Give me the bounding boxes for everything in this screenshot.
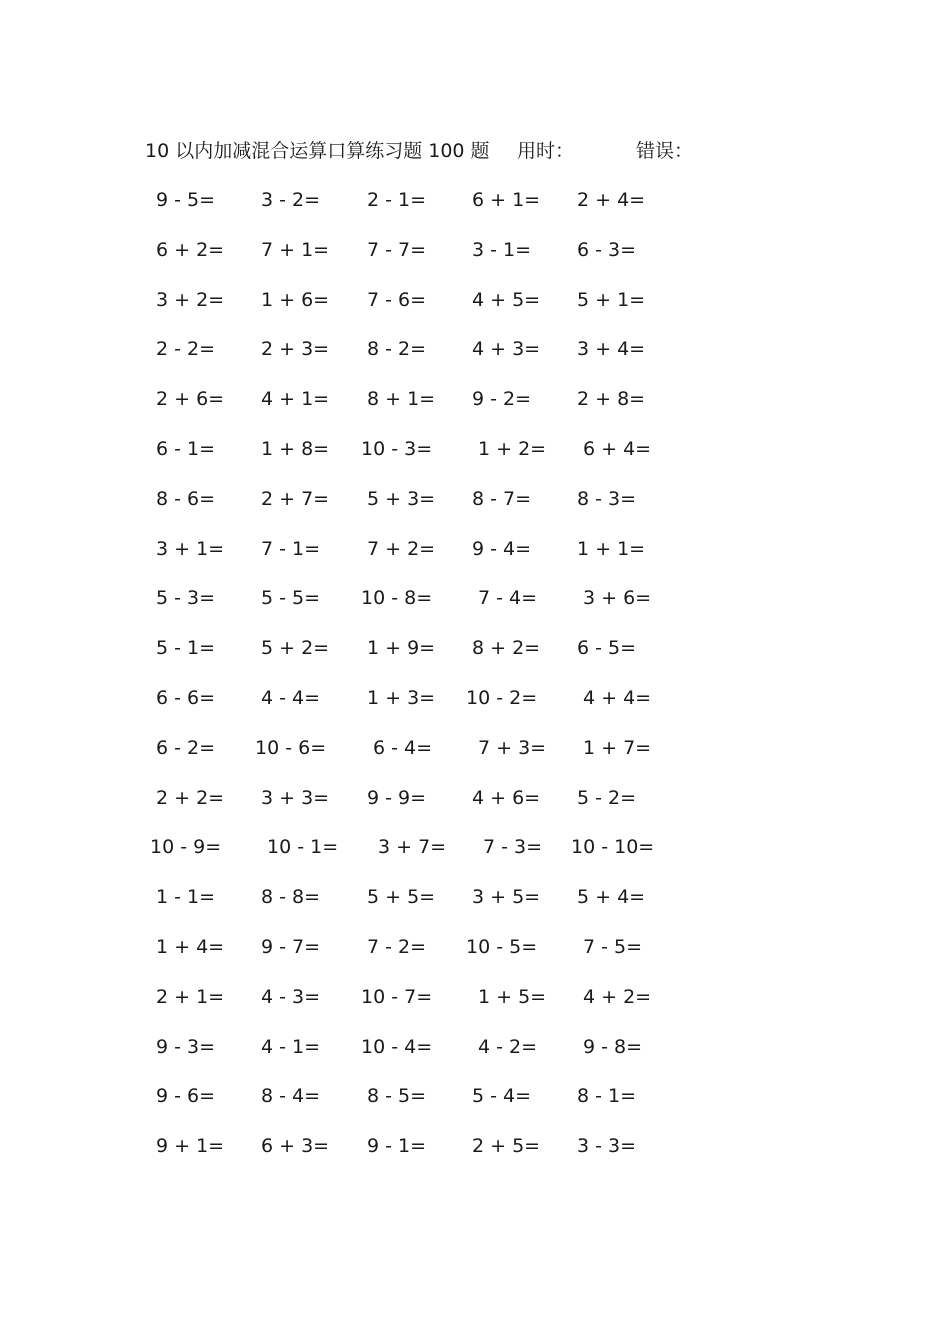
problem-item: 2 + 8=: [577, 388, 646, 411]
problem-item: 10 - 5=: [466, 936, 538, 958]
problem-item: 10 - 6=: [255, 736, 327, 759]
problem-item: 1 + 5=: [478, 985, 547, 1008]
problem-item: 1 + 3=: [367, 687, 436, 709]
problem-item: 2 - 1=: [367, 189, 427, 211]
problem-item: 2 + 6=: [156, 388, 225, 411]
problem-item: 3 + 7=: [378, 836, 447, 859]
problem-item: 6 + 2=: [156, 238, 225, 261]
problem-item: 5 - 2=: [577, 786, 637, 809]
problem-item: 5 - 3=: [156, 587, 216, 610]
problem-item: 9 - 1=: [367, 1135, 427, 1158]
problem-item: 8 - 1=: [577, 1085, 637, 1108]
problem-item: 7 - 5=: [583, 936, 643, 958]
problem-item: 1 + 2=: [478, 438, 547, 460]
problem-item: 3 + 6=: [583, 587, 652, 610]
problem-item: 1 + 8=: [261, 438, 330, 460]
problem-item: 4 - 3=: [261, 985, 321, 1008]
problem-item: 3 - 2=: [261, 189, 321, 211]
problem-item: 1 + 1=: [577, 537, 646, 560]
problem-item: 9 - 7=: [261, 936, 321, 958]
problem-item: 8 - 4=: [261, 1085, 321, 1108]
page-title: 10 以内加减混合运算口算练习题 100 题: [145, 140, 490, 162]
problem-item: 2 - 2=: [156, 338, 216, 361]
problem-item: 6 - 5=: [577, 637, 637, 660]
problem-item: 6 + 1=: [472, 189, 541, 211]
problem-item: 1 + 6=: [261, 288, 330, 311]
problem-item: 5 + 5=: [367, 886, 436, 909]
problem-item: 8 - 7=: [472, 487, 532, 510]
problem-item: 7 - 3=: [483, 836, 543, 859]
problem-item: 4 + 6=: [472, 786, 541, 809]
problem-item: 7 - 4=: [478, 587, 538, 610]
problem-item: 7 - 2=: [367, 936, 427, 958]
problem-item: 10 - 4=: [361, 1035, 433, 1058]
problem-item: 2 + 5=: [472, 1135, 541, 1158]
problem-item: 3 + 3=: [261, 786, 330, 809]
problem-item: 1 + 7=: [583, 736, 652, 759]
problem-item: 9 - 8=: [583, 1035, 643, 1058]
problem-item: 8 - 6=: [156, 487, 216, 510]
problem-item: 1 - 1=: [156, 886, 216, 909]
problem-item: 9 - 5=: [156, 189, 216, 211]
problem-item: 4 + 3=: [472, 338, 541, 361]
problem-item: 8 - 8=: [261, 886, 321, 909]
problem-item: 9 - 6=: [156, 1085, 216, 1108]
problem-item: 4 - 1=: [261, 1035, 321, 1058]
problem-item: 1 + 4=: [156, 936, 225, 958]
problem-item: 5 - 5=: [261, 587, 321, 610]
problem-item: 5 + 4=: [577, 886, 646, 909]
problem-item: 8 - 2=: [367, 338, 427, 361]
problem-item: 3 + 5=: [472, 886, 541, 909]
problem-item: 2 + 2=: [156, 786, 225, 809]
problem-item: 8 + 1=: [367, 388, 436, 411]
problem-item: 7 + 3=: [478, 736, 547, 759]
problem-item: 7 + 1=: [261, 238, 330, 261]
problem-item: 7 - 7=: [367, 238, 427, 261]
problem-item: 4 + 4=: [583, 687, 652, 709]
problem-item: 6 - 1=: [156, 438, 216, 460]
error-count-label: 错误：: [636, 140, 694, 162]
problem-item: 9 - 9=: [367, 786, 427, 809]
problem-item: 3 - 3=: [577, 1135, 637, 1158]
problem-item: 6 + 3=: [261, 1135, 330, 1158]
problem-item: 9 - 4=: [472, 537, 532, 560]
problem-item: 2 + 1=: [156, 985, 225, 1008]
problem-item: 10 - 1=: [267, 836, 339, 859]
problem-item: 8 - 5=: [367, 1085, 427, 1108]
problem-item: 6 + 4=: [583, 438, 652, 460]
problem-item: 5 - 4=: [472, 1085, 532, 1108]
problem-item: 4 + 5=: [472, 288, 541, 311]
problem-item: 5 + 1=: [577, 288, 646, 311]
time-used-label: 用时：: [517, 140, 575, 162]
problem-item: 8 - 3=: [577, 487, 637, 510]
problem-item: 5 + 3=: [367, 487, 436, 510]
problem-item: 9 - 3=: [156, 1035, 216, 1058]
problem-item: 4 - 4=: [261, 687, 321, 709]
problem-item: 4 - 2=: [478, 1035, 538, 1058]
problem-item: 8 + 2=: [472, 637, 541, 660]
problem-item: 5 - 1=: [156, 637, 216, 660]
problem-item: 10 - 8=: [361, 587, 433, 610]
problem-item: 4 + 2=: [583, 985, 652, 1008]
problem-item: 5 + 2=: [261, 637, 330, 660]
problem-item: 6 - 3=: [577, 238, 637, 261]
problem-item: 7 - 1=: [261, 537, 321, 560]
problem-item: 3 - 1=: [472, 238, 532, 261]
problem-item: 10 - 7=: [361, 985, 433, 1008]
problem-item: 6 - 4=: [373, 736, 433, 759]
problem-item: 2 + 4=: [577, 189, 646, 211]
problem-item: 2 + 3=: [261, 338, 330, 361]
problem-item: 10 - 2=: [466, 687, 538, 709]
problem-item: 3 + 4=: [577, 338, 646, 361]
problem-item: 2 + 7=: [261, 487, 330, 510]
problem-item: 6 - 6=: [156, 687, 216, 709]
problem-item: 9 - 2=: [472, 388, 532, 411]
problem-item: 3 + 2=: [156, 288, 225, 311]
problem-item: 10 - 10=: [571, 836, 655, 859]
problem-item: 10 - 3=: [361, 438, 433, 460]
problem-item: 6 - 2=: [156, 736, 216, 759]
problem-item: 4 + 1=: [261, 388, 330, 411]
problem-item: 3 + 1=: [156, 537, 225, 560]
problem-item: 9 + 1=: [156, 1135, 225, 1158]
problem-item: 7 - 6=: [367, 288, 427, 311]
problem-item: 1 + 9=: [367, 637, 436, 660]
problem-item: 10 - 9=: [150, 836, 222, 859]
problem-item: 7 + 2=: [367, 537, 436, 560]
